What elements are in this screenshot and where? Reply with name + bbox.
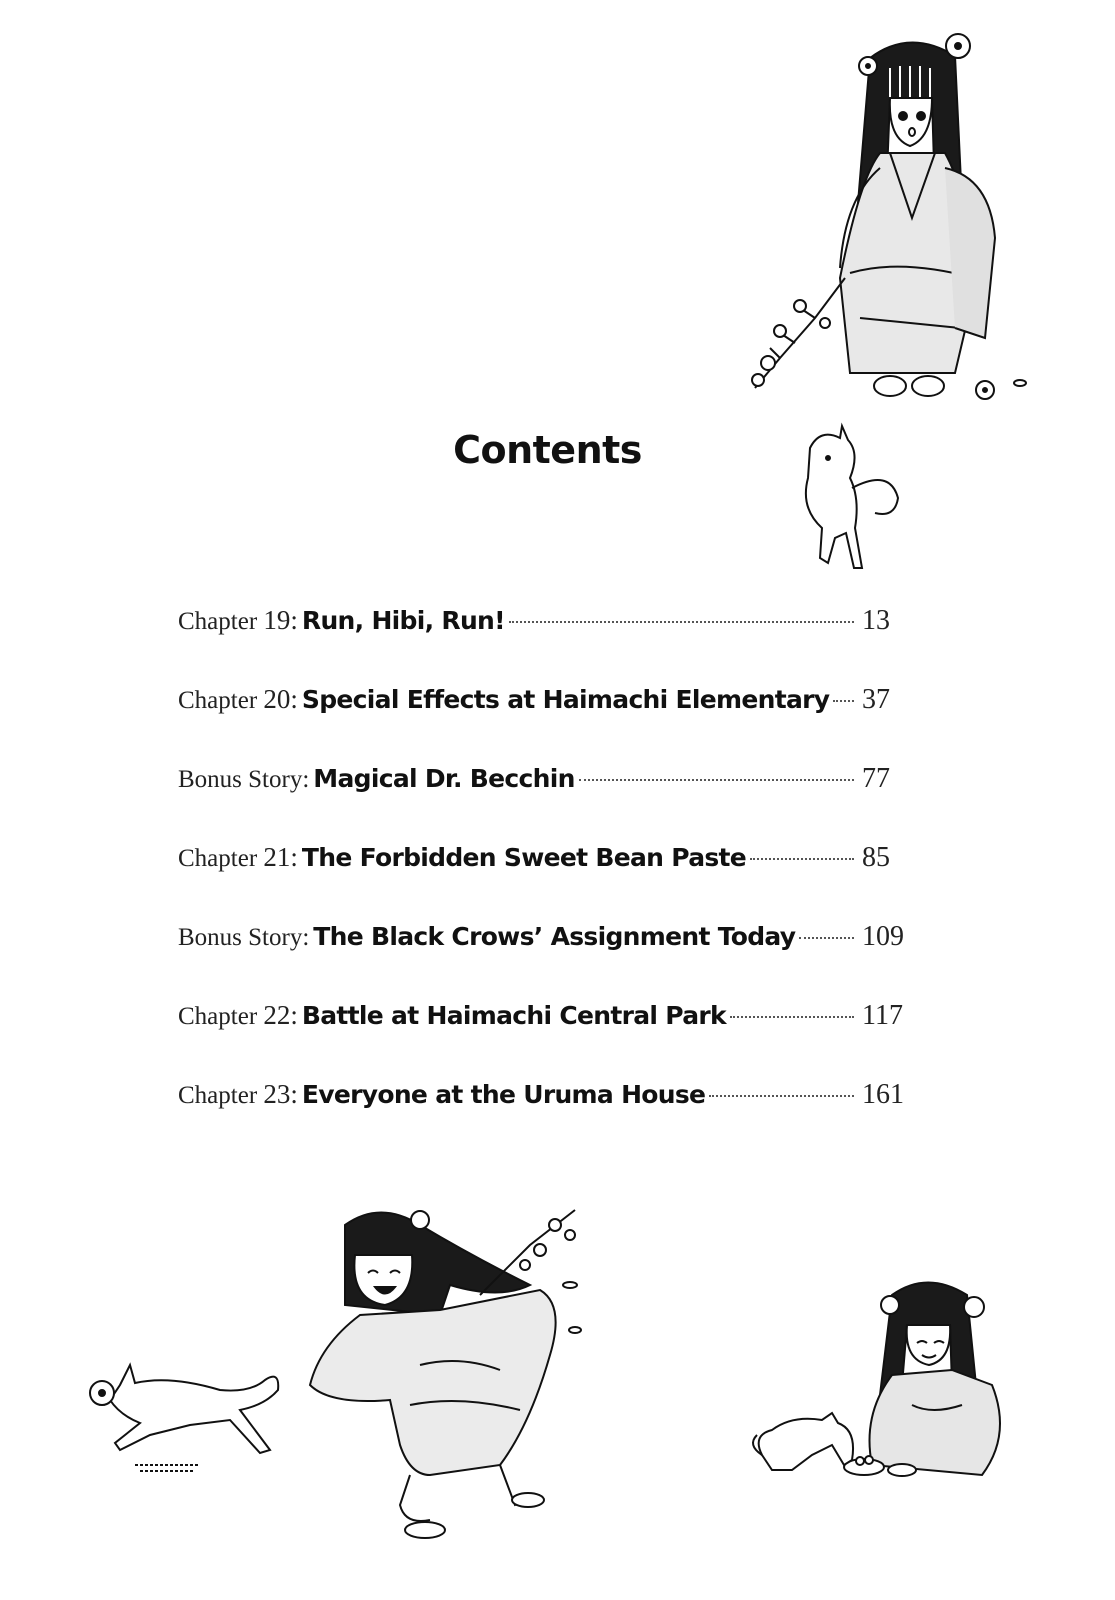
entry-label: Chapter 21: [178, 842, 298, 872]
entry-label: Chapter 19: [178, 605, 298, 635]
entry-title: Run, Hibi, Run! [301, 606, 505, 635]
entry-title: Battle at Haimachi Central Park [301, 1001, 726, 1030]
leader-dots [833, 700, 854, 702]
entry-title: The Forbidden Sweet Bean Paste [301, 843, 747, 872]
page-title: Contents [453, 428, 642, 472]
toc-entry[interactable] [178, 1079, 918, 1125]
leader-dots [730, 1016, 854, 1018]
entry-title: Special Effects at Haimachi Elementary [301, 685, 830, 714]
leader-dots [799, 937, 854, 939]
entry-label: Chapter 23: [178, 1079, 298, 1109]
toc-entry[interactable] [178, 921, 918, 967]
entry-page-number: 161 [862, 1079, 904, 1110]
toc-entry[interactable] [178, 684, 918, 730]
entry-title: The Black Crows’ Assignment Today [313, 922, 796, 951]
entry-label: Chapter 22: [178, 1000, 298, 1030]
entry-label: Chapter 20: [178, 684, 298, 714]
leader-dots [509, 621, 854, 623]
entry-page-number: 13 [862, 605, 890, 636]
toc-entry[interactable] [178, 605, 918, 651]
toc-entry[interactable] [178, 1000, 918, 1046]
laughing-girl-illustration [300, 1205, 595, 1585]
entry-page-number: 109 [862, 921, 904, 952]
entry-page-number: 85 [862, 842, 890, 873]
entry-page-number: 37 [862, 684, 890, 715]
girl-with-branch-illustration [740, 28, 1040, 413]
toc-entry[interactable] [178, 842, 918, 888]
running-dog-illustration [80, 1355, 295, 1475]
girl-feeding-dog-illustration [752, 1265, 1022, 1495]
entry-title: Magical Dr. Becchin [313, 764, 575, 793]
leader-dots [579, 779, 854, 781]
entry-page-number: 117 [862, 1000, 903, 1031]
entry-label: Bonus Story: [178, 766, 310, 793]
leader-dots [750, 858, 854, 860]
entry-page-number: 77 [862, 763, 890, 794]
entry-label: Bonus Story: [178, 924, 310, 951]
entry-title: Everyone at the Uruma House [301, 1080, 706, 1109]
leader-dots [709, 1095, 854, 1097]
toc-entry[interactable] [178, 763, 918, 809]
